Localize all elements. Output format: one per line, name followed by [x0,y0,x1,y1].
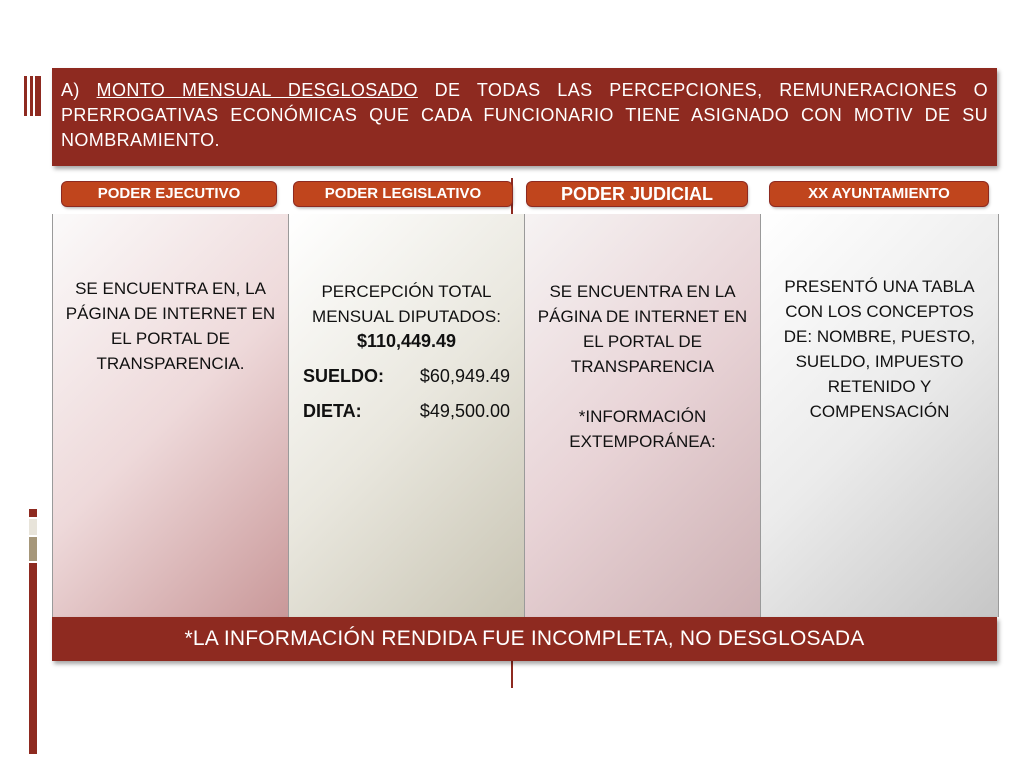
column-judicial [524,214,760,617]
sueldo-label: SUELDO: [303,366,384,386]
column-ayuntamiento [760,214,999,617]
judicial-text: SE ENCUENTRA EN LA PÁGINA DE INTERNET EN EL PORTAL DE TRANSPARENCIA [537,282,748,376]
footer-banner: *LA INFORMACIÓN RENDIDA FUE INCOMPLETA, NO DESGLOSADA [52,617,997,661]
tab-poder-legislativo: PODER LEGISLATIVO [294,182,512,206]
sueldo-row [297,364,516,389]
dieta-value: $49,500.00 [419,401,510,421]
column-legislativo [288,214,524,617]
dieta-label: DIETA: [303,401,362,421]
decor-stripe [29,563,37,754]
tab-poder-ejecutivo: PODER EJECUTIVO [62,182,276,206]
title-prefix: A) [61,80,97,100]
tab-xx-ayuntamiento: XX AYUNTAMIENTO [770,182,988,206]
judicial-note: *INFORMACIÓN EXTEMPORÁNEA: [569,407,716,451]
slide-title [52,68,997,153]
title-rest: DE TODAS LAS PERCEPCIONES, REMUNERACIONES O PRERROGATIVAS ECONÓMICAS QUE CADA FUNCIONARIO TIENE ASIGNADO CON MOTIV DE SU NOMBRAMIENTO. [61,80,988,150]
decor-square-1 [29,509,37,517]
decor-square-3 [29,537,37,561]
ayuntamiento-text: PRESENTÓ UNA TABLA CON LOS CONCEPTOS DE: NOMBRE, PUESTO, SUELDO, IMPUESTO RETENIDO Y COMPENSACIÓN [783,277,976,421]
slide-title-banner [52,68,997,166]
ejecutivo-text: SE ENCUENTRA EN, LA PÁGINA DE INTERNET EN EL PORTAL DE TRANSPARENCIA. [65,279,276,373]
legislativo-total: $110,449.49 [356,331,457,351]
sueldo-value: $60,949.49 [419,366,510,386]
decor-square-2 [29,519,37,535]
tab-poder-judicial: PODER JUDICIAL [527,182,747,206]
dieta-row [297,399,516,424]
legislativo-intro: PERCEPCIÓN TOTAL MENSUAL DIPUTADOS: [312,282,501,326]
column-ejecutivo [52,214,288,617]
slide-corner-bars-icon [24,76,42,116]
title-underlined: MONTO MENSUAL DESGLOSADO [96,80,418,100]
